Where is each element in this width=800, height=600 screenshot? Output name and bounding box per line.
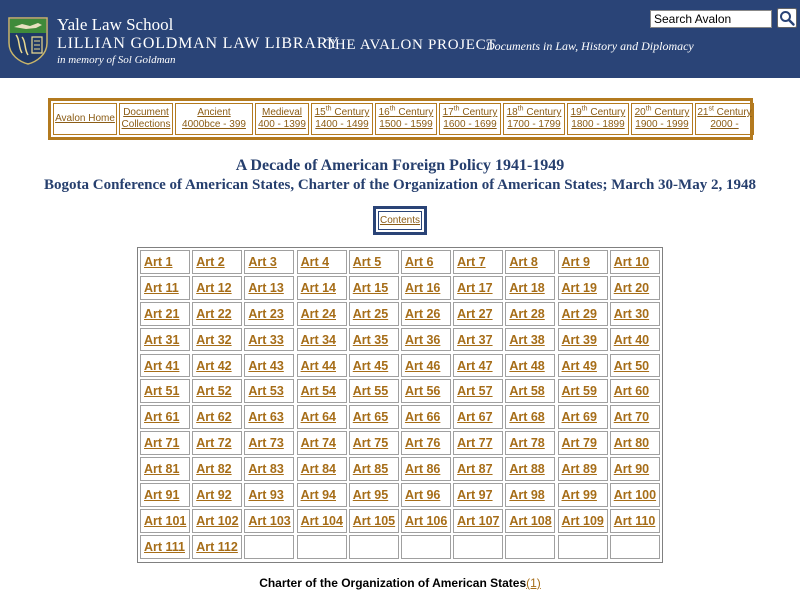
article-link-36[interactable]: Art 36 [401,328,451,352]
article-link-55[interactable]: Art 55 [349,379,399,403]
nav-item-5[interactable] [375,103,437,135]
article-link-1[interactable]: Art 1 [140,250,190,274]
article-link-39[interactable]: Art 39 [558,328,608,352]
nav-item-10[interactable] [695,103,754,135]
article-link-26[interactable]: Art 26 [401,302,451,326]
empty-cell [610,535,660,559]
nav-item-line2: 1600 - 1699 [443,119,497,130]
article-link-16[interactable]: Art 16 [401,276,451,300]
nav-item-9[interactable] [631,103,693,135]
article-link-20[interactable]: Art 20 [610,276,660,300]
article-link-43[interactable]: Art 43 [244,354,294,378]
footnote-link[interactable]: (1) [526,576,541,590]
page-title: A Decade of American Foreign Policy 1941-1949 [235,157,565,174]
article-link-31[interactable]: Art 31 [140,328,190,352]
article-link-63[interactable]: Art 63 [244,405,294,429]
article-link-52[interactable]: Art 52 [192,379,242,403]
article-link-30[interactable]: Art 30 [610,302,660,326]
article-link-50[interactable]: Art 50 [610,354,660,378]
article-link-60[interactable]: Art 60 [610,379,660,403]
article-link-24[interactable]: Art 24 [297,302,347,326]
nav-item-line1: 18th Century [506,105,562,118]
article-link-23[interactable]: Art 23 [244,302,294,326]
nav-item-line2: 400 - 1399 [258,119,306,130]
article-link-88[interactable]: Art 88 [505,457,555,481]
article-link-61[interactable]: Art 61 [140,405,190,429]
article-link-25[interactable]: Art 25 [349,302,399,326]
article-link-66[interactable]: Art 66 [401,405,451,429]
project-title[interactable]: THE AVALON PROJECT [325,37,497,53]
article-link-53[interactable]: Art 53 [244,379,294,403]
article-link-81[interactable]: Art 81 [140,457,190,481]
nav-item-line1: Medieval [261,107,303,118]
article-link-74[interactable]: Art 74 [297,431,347,455]
article-link-47[interactable]: Art 47 [453,354,503,378]
article-link-106[interactable]: Art 106 [401,509,451,533]
article-link-93[interactable]: Art 93 [244,483,294,507]
article-link-38[interactable]: Art 38 [505,328,555,352]
article-link-101[interactable]: Art 101 [140,509,190,533]
article-link-22[interactable]: Art 22 [192,302,242,326]
article-link-6[interactable]: Art 6 [401,250,451,274]
article-link-51[interactable]: Art 51 [140,379,190,403]
nav-item-line2: 1400 - 1499 [315,119,369,130]
nav-item-line2: 1700 - 1799 [507,119,561,130]
nav-item-1[interactable] [119,103,173,135]
project-subtitle: Documents in Law, History and Diplomacy [486,39,694,53]
nav-item-8[interactable] [567,103,629,135]
nav-item-4[interactable] [311,103,373,135]
article-link-10[interactable]: Art 10 [610,250,660,274]
article-link-76[interactable]: Art 76 [401,431,451,455]
article-link-59[interactable]: Art 59 [558,379,608,403]
article-link-111[interactable]: Art 111 [140,535,190,559]
nav-item-line1: 20th Century [634,105,690,118]
article-link-99[interactable]: Art 99 [558,483,608,507]
nav-item-line1: Document [123,107,169,118]
article-link-46[interactable]: Art 46 [401,354,451,378]
article-link-18[interactable]: Art 18 [505,276,555,300]
search-button[interactable] [777,8,797,28]
article-link-45[interactable]: Art 45 [349,354,399,378]
nav-item-7[interactable] [503,103,565,135]
article-link-40[interactable]: Art 40 [610,328,660,352]
article-link-67[interactable]: Art 67 [453,405,503,429]
article-link-42[interactable]: Art 42 [192,354,242,378]
article-link-69[interactable]: Art 69 [558,405,608,429]
article-link-94[interactable]: Art 94 [297,483,347,507]
nav-item-0[interactable] [53,103,117,135]
article-link-73[interactable]: Art 73 [244,431,294,455]
empty-cell [244,535,294,559]
article-link-85[interactable]: Art 85 [349,457,399,481]
article-link-92[interactable]: Art 92 [192,483,242,507]
empty-cell [297,535,347,559]
article-link-44[interactable]: Art 44 [297,354,347,378]
library-name[interactable]: LILLIAN GOLDMAN LAW LIBRARY [57,35,340,52]
article-link-17[interactable]: Art 17 [453,276,503,300]
article-link-33[interactable]: Art 33 [244,328,294,352]
article-link-90[interactable]: Art 90 [610,457,660,481]
article-link-71[interactable]: Art 71 [140,431,190,455]
empty-cell [558,535,608,559]
article-link-21[interactable]: Art 21 [140,302,190,326]
charter-heading-text: Charter of the Organization of American States [259,576,527,590]
nav-item-line2: 1800 - 1899 [571,119,625,130]
article-link-87[interactable]: Art 87 [453,457,503,481]
article-link-110[interactable]: Art 110 [610,509,660,533]
article-link-2[interactable]: Art 2 [192,250,242,274]
article-link-56[interactable]: Art 56 [401,379,451,403]
article-link-107[interactable]: Art 107 [453,509,503,533]
nav-item-line1: 15th Century [314,105,370,118]
article-link-83[interactable]: Art 83 [244,457,294,481]
nav-item-line1: 19th Century [570,105,626,118]
article-link-82[interactable]: Art 82 [192,457,242,481]
article-link-13[interactable]: Art 13 [244,276,294,300]
article-link-102[interactable]: Art 102 [192,509,242,533]
article-link-104[interactable]: Art 104 [297,509,347,533]
article-link-19[interactable]: Art 19 [558,276,608,300]
article-link-29[interactable]: Art 29 [558,302,608,326]
article-link-78[interactable]: Art 78 [505,431,555,455]
empty-cell [453,535,503,559]
article-link-4[interactable]: Art 4 [297,250,347,274]
empty-cell [349,535,399,559]
article-link-3[interactable]: Art 3 [244,250,294,274]
nav-item-6[interactable] [439,103,501,135]
empty-cell [505,535,555,559]
article-link-100[interactable]: Art 100 [610,483,660,507]
article-link-108[interactable]: Art 108 [505,509,555,533]
article-link-32[interactable]: Art 32 [192,328,242,352]
articles-table [137,247,663,563]
nav-item-line2: 1900 - 1999 [635,119,689,130]
article-link-70[interactable]: Art 70 [610,405,660,429]
article-link-48[interactable]: Art 48 [505,354,555,378]
article-link-5[interactable]: Art 5 [349,250,399,274]
nav-item-line2: Collections [121,119,171,130]
nav-item-line2: 2000 - [710,119,739,130]
contents-box [373,206,427,235]
empty-cell [401,535,451,559]
article-link-112[interactable]: Art 112 [192,535,242,559]
article-link-79[interactable]: Art 79 [558,431,608,455]
article-link-95[interactable]: Art 95 [349,483,399,507]
article-link-11[interactable]: Art 11 [140,276,190,300]
article-link-68[interactable]: Art 68 [505,405,555,429]
article-link-105[interactable]: Art 105 [349,509,399,533]
century-nav [48,98,753,140]
nav-item-2[interactable] [175,103,253,135]
article-link-98[interactable]: Art 98 [505,483,555,507]
article-link-77[interactable]: Art 77 [453,431,503,455]
article-link-15[interactable]: Art 15 [349,276,399,300]
charter-heading [0,576,800,591]
nav-item-3[interactable] [255,103,309,135]
article-link-37[interactable]: Art 37 [453,328,503,352]
contents-link[interactable]: Contents [378,211,422,230]
nav-item-line1: 21st Century [697,105,752,118]
nav-item-line2: 4000bce - 399 [182,119,246,130]
article-link-97[interactable]: Art 97 [453,483,503,507]
article-link-80[interactable]: Art 80 [610,431,660,455]
document-title: Bogota Conference of American States, Charter of the Organization of American States; March 30-May 2, 1948 [44,177,756,193]
school-name[interactable]: Yale Law School [57,15,174,34]
article-link-89[interactable]: Art 89 [558,457,608,481]
article-link-84[interactable]: Art 84 [297,457,347,481]
article-link-49[interactable]: Art 49 [558,354,608,378]
article-link-7[interactable]: Art 7 [453,250,503,274]
article-link-91[interactable]: Art 91 [140,483,190,507]
article-link-8[interactable]: Art 8 [505,250,555,274]
nav-item-line2: 1500 - 1599 [379,119,433,130]
search-input[interactable] [650,10,772,28]
article-link-109[interactable]: Art 109 [558,509,608,533]
yale-law-shield-icon[interactable] [8,17,48,65]
article-link-65[interactable]: Art 65 [349,405,399,429]
article-link-96[interactable]: Art 96 [401,483,451,507]
article-link-58[interactable]: Art 58 [505,379,555,403]
article-link-34[interactable]: Art 34 [297,328,347,352]
search-icon [778,9,796,27]
site-header [0,0,800,78]
nav-item-line1: Ancient [197,107,231,118]
article-link-35[interactable]: Art 35 [349,328,399,352]
article-link-75[interactable]: Art 75 [349,431,399,455]
article-link-12[interactable]: Art 12 [192,276,242,300]
article-link-54[interactable]: Art 54 [297,379,347,403]
article-link-28[interactable]: Art 28 [505,302,555,326]
nav-item-line1: Avalon Home [55,113,115,124]
article-link-103[interactable]: Art 103 [244,509,294,533]
article-link-14[interactable]: Art 14 [297,276,347,300]
nav-item-line1: 16th Century [378,105,434,118]
article-link-64[interactable]: Art 64 [297,405,347,429]
nav-item-line1: 17th Century [442,105,498,118]
memory-tagline: in memory of Sol Goldman [57,54,176,66]
article-link-86[interactable]: Art 86 [401,457,451,481]
article-link-57[interactable]: Art 57 [453,379,503,403]
article-link-41[interactable]: Art 41 [140,354,190,378]
article-link-62[interactable]: Art 62 [192,405,242,429]
article-link-9[interactable]: Art 9 [558,250,608,274]
article-link-72[interactable]: Art 72 [192,431,242,455]
article-link-27[interactable]: Art 27 [453,302,503,326]
